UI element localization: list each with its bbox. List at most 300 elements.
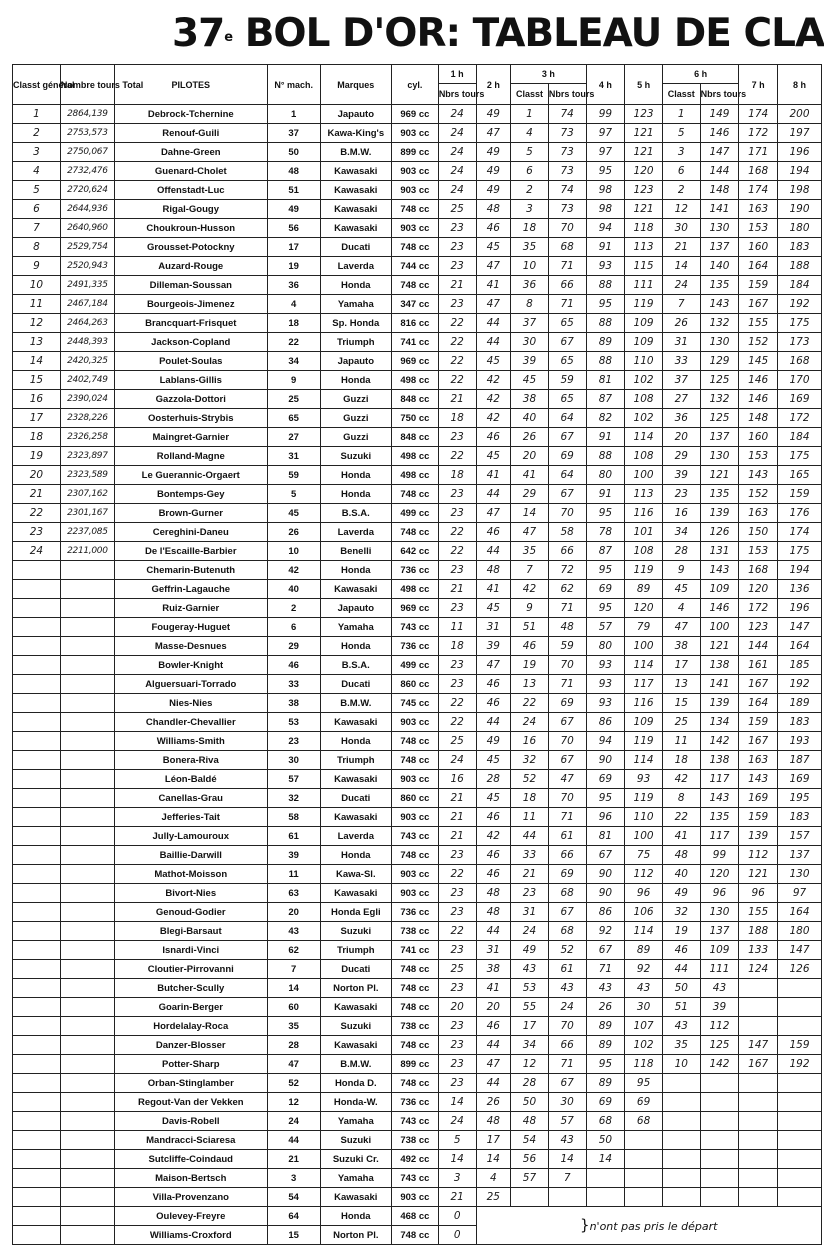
col-marques: Marques xyxy=(320,65,391,105)
h5-cell: 101 xyxy=(625,523,663,542)
h2-cell: 49 xyxy=(476,143,511,162)
h5-cell: 113 xyxy=(625,238,663,257)
h8-cell: 192 xyxy=(778,1055,822,1074)
classt-cell xyxy=(13,789,61,808)
pilotes-cell: Jefferies-Tait xyxy=(114,808,267,827)
cyl-cell: 498 cc xyxy=(391,580,438,599)
col-1h: 1 h xyxy=(438,65,476,84)
table-row xyxy=(13,751,822,770)
h2-cell: 42 xyxy=(476,827,511,846)
h2-cell: 46 xyxy=(476,865,511,884)
h8-cell: 200 xyxy=(778,105,822,124)
h3-tours-cell: 67 xyxy=(548,903,586,922)
h5-cell: 109 xyxy=(625,713,663,732)
pilotes-cell: Maingret-Garnier xyxy=(114,428,267,447)
mach-cell: 34 xyxy=(267,352,320,371)
h6-classt-cell: 6 xyxy=(662,162,700,181)
marque-cell: Yamaha xyxy=(320,1112,391,1131)
classt-cell: 1 xyxy=(13,105,61,124)
classt-cell: 10 xyxy=(13,276,61,295)
h5-cell: 112 xyxy=(625,865,663,884)
h6-tours-cell: 130 xyxy=(700,219,739,238)
h6-classt-cell: 51 xyxy=(662,998,700,1017)
classt-cell xyxy=(13,1017,61,1036)
mach-cell: 4 xyxy=(267,295,320,314)
h8-cell: 169 xyxy=(778,390,822,409)
marque-cell: B.S.A. xyxy=(320,504,391,523)
h6-tours-cell xyxy=(700,1131,739,1150)
tours-cell xyxy=(60,599,114,618)
h8-cell: 183 xyxy=(778,238,822,257)
h8-cell: 195 xyxy=(778,789,822,808)
h1-cell: 21 xyxy=(438,1188,476,1207)
cyl-cell: 899 cc xyxy=(391,143,438,162)
pilotes-cell: Bivort-Nies xyxy=(114,884,267,903)
h6-tours-cell: 141 xyxy=(700,675,739,694)
mach-cell: 25 xyxy=(267,390,320,409)
h7-cell: 163 xyxy=(739,751,778,770)
h3-tours-cell: 73 xyxy=(548,124,586,143)
h6-classt-cell: 1 xyxy=(662,105,700,124)
h4-cell: 89 xyxy=(586,1074,625,1093)
col-classt: Classt général xyxy=(13,65,61,105)
h6-classt-cell: 49 xyxy=(662,884,700,903)
h6-tours-cell: 146 xyxy=(700,124,739,143)
mach-cell: 36 xyxy=(267,276,320,295)
tours-cell: 2529,754 xyxy=(60,238,114,257)
h5-cell: 108 xyxy=(625,542,663,561)
tours-cell: 2491,335 xyxy=(60,276,114,295)
marque-cell: Ducati xyxy=(320,675,391,694)
pilotes-cell: Lablans-Gillis xyxy=(114,371,267,390)
h1-cell: 22 xyxy=(438,865,476,884)
mach-cell: 63 xyxy=(267,884,320,903)
h8-cell: 147 xyxy=(778,618,822,637)
h4-cell: 86 xyxy=(586,903,625,922)
cyl-cell: 903 cc xyxy=(391,808,438,827)
h1-cell: 22 xyxy=(438,371,476,390)
h6-tours-cell: 147 xyxy=(700,143,739,162)
pilotes-cell: Mathot-Moisson xyxy=(114,865,267,884)
h6-classt-cell: 37 xyxy=(662,371,700,390)
classt-cell: 17 xyxy=(13,409,61,428)
col-7h: 7 h xyxy=(739,65,778,105)
tours-cell: 2390,024 xyxy=(60,390,114,409)
h2-cell: 31 xyxy=(476,618,511,637)
cyl-cell: 903 cc xyxy=(391,181,438,200)
pilotes-cell: Cloutier-Pirrovanni xyxy=(114,960,267,979)
mach-cell: 39 xyxy=(267,846,320,865)
h8-cell: 188 xyxy=(778,257,822,276)
classt-cell xyxy=(13,1074,61,1093)
marque-cell: Guzzi xyxy=(320,390,391,409)
h4-cell: 97 xyxy=(586,143,625,162)
h5-cell: 79 xyxy=(625,618,663,637)
pilotes-cell: Genoud-Godier xyxy=(114,903,267,922)
pilotes-cell: Fougeray-Huguet xyxy=(114,618,267,637)
h8-cell: 130 xyxy=(778,865,822,884)
h1-cell: 25 xyxy=(438,200,476,219)
h4-cell: 95 xyxy=(586,295,625,314)
mach-cell: 38 xyxy=(267,694,320,713)
h8-cell: 175 xyxy=(778,542,822,561)
h3-classt-cell: 33 xyxy=(511,846,549,865)
h7-cell: 112 xyxy=(739,846,778,865)
h5-cell: 116 xyxy=(625,504,663,523)
classt-cell xyxy=(13,713,61,732)
h6-tours-cell: 43 xyxy=(700,979,739,998)
h3-classt-cell: 9 xyxy=(511,599,549,618)
h3-tours-cell: 70 xyxy=(548,219,586,238)
col-2h: 2 h xyxy=(476,65,511,105)
h7-cell: 146 xyxy=(739,390,778,409)
mach-cell: 12 xyxy=(267,1093,320,1112)
h7-cell: 167 xyxy=(739,732,778,751)
h7-cell: 145 xyxy=(739,352,778,371)
h3-classt-cell: 8 xyxy=(511,295,549,314)
classt-cell: 11 xyxy=(13,295,61,314)
h5-cell: 117 xyxy=(625,675,663,694)
marque-cell: Kawasaki xyxy=(320,884,391,903)
cyl-cell: 736 cc xyxy=(391,561,438,580)
table-row xyxy=(13,922,822,941)
h3-tours-cell: 30 xyxy=(548,1093,586,1112)
h7-cell: 146 xyxy=(739,371,778,390)
h2-cell: 41 xyxy=(476,466,511,485)
tours-cell xyxy=(60,751,114,770)
classt-cell xyxy=(13,922,61,941)
h3-tours-cell: 48 xyxy=(548,618,586,637)
h1-cell: 23 xyxy=(438,238,476,257)
classt-cell xyxy=(13,960,61,979)
classt-cell xyxy=(13,808,61,827)
cyl-cell: 903 cc xyxy=(391,884,438,903)
h6-classt-cell: 29 xyxy=(662,447,700,466)
h3-classt-cell: 23 xyxy=(511,884,549,903)
h3-tours-cell: 59 xyxy=(548,371,586,390)
tours-cell: 2640,960 xyxy=(60,219,114,238)
h6-classt-cell: 41 xyxy=(662,827,700,846)
h6-classt-cell: 39 xyxy=(662,466,700,485)
tours-cell xyxy=(60,979,114,998)
marque-cell: Suzuki xyxy=(320,1017,391,1036)
h6-classt-cell: 10 xyxy=(662,1055,700,1074)
h3-tours-cell: 66 xyxy=(548,276,586,295)
h6-tours-cell: 132 xyxy=(700,390,739,409)
pilotes-cell: De l'Escaille-Barbier xyxy=(114,542,267,561)
h3-tours-cell: 74 xyxy=(548,105,586,124)
mach-cell: 45 xyxy=(267,504,320,523)
h3-classt-cell: 11 xyxy=(511,808,549,827)
pilotes-cell: Bowler-Knight xyxy=(114,656,267,675)
h4-cell: 88 xyxy=(586,276,625,295)
h1-cell: 18 xyxy=(438,409,476,428)
h2-cell: 39 xyxy=(476,637,511,656)
h8-cell: 184 xyxy=(778,276,822,295)
cyl-cell: 748 cc xyxy=(391,751,438,770)
table-row xyxy=(13,789,822,808)
h1-cell: 5 xyxy=(438,1131,476,1150)
h6-classt-cell xyxy=(662,1074,700,1093)
pilotes-cell: Canellas-Grau xyxy=(114,789,267,808)
h1-cell: 20 xyxy=(438,998,476,1017)
h3-tours-cell: 43 xyxy=(548,1131,586,1150)
cyl-cell: 860 cc xyxy=(391,789,438,808)
h8-cell: 126 xyxy=(778,960,822,979)
mach-cell: 40 xyxy=(267,580,320,599)
h6-tours-cell xyxy=(700,1093,739,1112)
h2-cell: 44 xyxy=(476,542,511,561)
marque-cell: Yamaha xyxy=(320,1169,391,1188)
tours-cell xyxy=(60,580,114,599)
col-6h: 6 h xyxy=(662,65,738,84)
table-row xyxy=(13,162,822,181)
h3-tours-cell: 65 xyxy=(548,390,586,409)
mach-cell: 52 xyxy=(267,1074,320,1093)
h1-cell: 23 xyxy=(438,1074,476,1093)
h1-cell: 22 xyxy=(438,447,476,466)
cyl-cell: 498 cc xyxy=(391,466,438,485)
h7-cell: 159 xyxy=(739,713,778,732)
cyl-cell: 498 cc xyxy=(391,447,438,466)
h2-cell: 44 xyxy=(476,333,511,352)
h7-cell: 164 xyxy=(739,694,778,713)
h6-classt-cell: 11 xyxy=(662,732,700,751)
table-row xyxy=(13,409,822,428)
classt-cell xyxy=(13,1150,61,1169)
h7-cell xyxy=(739,1150,778,1169)
h6-tours-cell: 130 xyxy=(700,333,739,352)
h3-tours-cell: 68 xyxy=(548,238,586,257)
table-row xyxy=(13,200,822,219)
h8-cell: 196 xyxy=(778,599,822,618)
h4-cell: 90 xyxy=(586,751,625,770)
table-row xyxy=(13,314,822,333)
h4-cell: 87 xyxy=(586,390,625,409)
h1-cell: 18 xyxy=(438,637,476,656)
h3-tours-cell: 71 xyxy=(548,808,586,827)
marque-cell: Kawasaki xyxy=(320,181,391,200)
h5-cell: 120 xyxy=(625,599,663,618)
h5-cell: 115 xyxy=(625,257,663,276)
h6-tours-cell: 111 xyxy=(700,960,739,979)
h7-cell: 172 xyxy=(739,599,778,618)
pilotes-cell: Maison-Bertsch xyxy=(114,1169,267,1188)
h5-cell: 100 xyxy=(625,827,663,846)
marque-cell: Kawasaki xyxy=(320,219,391,238)
h4-cell: 89 xyxy=(586,1017,625,1036)
h6-classt-cell: 32 xyxy=(662,903,700,922)
tours-cell xyxy=(60,1093,114,1112)
h8-cell: 180 xyxy=(778,922,822,941)
marque-cell: Benelli xyxy=(320,542,391,561)
classt-cell: 13 xyxy=(13,333,61,352)
h1-cell: 23 xyxy=(438,504,476,523)
cyl-cell: 750 cc xyxy=(391,409,438,428)
h6-classt-cell: 20 xyxy=(662,428,700,447)
h8-cell: 165 xyxy=(778,466,822,485)
h2-cell: 46 xyxy=(476,219,511,238)
table-row xyxy=(13,580,822,599)
h4-cell: 88 xyxy=(586,352,625,371)
h2-cell: 48 xyxy=(476,884,511,903)
tours-cell xyxy=(60,1169,114,1188)
h3-tours-cell: 59 xyxy=(548,637,586,656)
classt-cell xyxy=(13,1055,61,1074)
h2-cell: 46 xyxy=(476,428,511,447)
h3-classt-cell: 16 xyxy=(511,732,549,751)
h6-classt-cell: 4 xyxy=(662,599,700,618)
pilotes-cell: Le Gueranniс-Orgaert xyxy=(114,466,267,485)
h7-cell xyxy=(739,1093,778,1112)
h5-cell: 120 xyxy=(625,162,663,181)
table-row xyxy=(13,1074,822,1093)
marque-cell: Ducati xyxy=(320,238,391,257)
h7-cell xyxy=(739,1188,778,1207)
classt-cell: 3 xyxy=(13,143,61,162)
h7-cell: 167 xyxy=(739,295,778,314)
h6-classt-cell: 24 xyxy=(662,276,700,295)
table-row xyxy=(13,295,822,314)
cyl-cell: 748 cc xyxy=(391,276,438,295)
mach-cell: 7 xyxy=(267,960,320,979)
pilotes-cell: Grousset-Potockny xyxy=(114,238,267,257)
h4-cell: 95 xyxy=(586,599,625,618)
table-row xyxy=(13,1017,822,1036)
table-row xyxy=(13,903,822,922)
h6-classt-cell: 40 xyxy=(662,865,700,884)
h3-tours-cell: 58 xyxy=(548,523,586,542)
classt-cell xyxy=(13,732,61,751)
h1-cell: 16 xyxy=(438,770,476,789)
h6-classt-cell: 50 xyxy=(662,979,700,998)
h1-cell: 23 xyxy=(438,257,476,276)
table-row xyxy=(13,1207,822,1226)
h6-classt-cell: 5 xyxy=(662,124,700,143)
h7-cell: 150 xyxy=(739,523,778,542)
h4-cell: 26 xyxy=(586,998,625,1017)
mach-cell: 44 xyxy=(267,1131,320,1150)
h1-cell: 22 xyxy=(438,352,476,371)
h2-cell: 44 xyxy=(476,1036,511,1055)
cyl-cell: 748 cc xyxy=(391,523,438,542)
h1-cell: 18 xyxy=(438,466,476,485)
cyl-cell: 499 cc xyxy=(391,656,438,675)
h1-cell: 21 xyxy=(438,827,476,846)
pilotes-cell: Guenard-Cholet xyxy=(114,162,267,181)
cyl-cell: 903 cc xyxy=(391,219,438,238)
classt-cell: 18 xyxy=(13,428,61,447)
h2-cell: 45 xyxy=(476,599,511,618)
h6-classt-cell: 47 xyxy=(662,618,700,637)
h3-classt-cell: 1 xyxy=(511,105,549,124)
h6-classt-cell: 45 xyxy=(662,580,700,599)
pilotes-cell: Potter-Sharp xyxy=(114,1055,267,1074)
h4-cell: 91 xyxy=(586,428,625,447)
mach-cell: 61 xyxy=(267,827,320,846)
h2-cell: 48 xyxy=(476,561,511,580)
tours-cell xyxy=(60,960,114,979)
h7-cell: 124 xyxy=(739,960,778,979)
classt-cell xyxy=(13,618,61,637)
col-tours: Nombre tours Total xyxy=(60,65,114,105)
h1-cell: 23 xyxy=(438,884,476,903)
h8-cell: 198 xyxy=(778,181,822,200)
h3-classt-cell: 55 xyxy=(511,998,549,1017)
marque-cell: Honda xyxy=(320,637,391,656)
h3-tours-cell: 71 xyxy=(548,675,586,694)
h7-cell: 153 xyxy=(739,542,778,561)
mach-cell: 19 xyxy=(267,257,320,276)
mach-cell: 27 xyxy=(267,428,320,447)
table-row xyxy=(13,333,822,352)
h6-classt-cell: 26 xyxy=(662,314,700,333)
classt-cell xyxy=(13,846,61,865)
h7-cell xyxy=(739,1074,778,1093)
h7-cell: 160 xyxy=(739,238,778,257)
h3-classt-cell: 3 xyxy=(511,200,549,219)
h4-cell: 91 xyxy=(586,238,625,257)
h1-cell: 23 xyxy=(438,561,476,580)
tours-cell xyxy=(60,865,114,884)
tours-cell: 2326,258 xyxy=(60,428,114,447)
h4-cell: 90 xyxy=(586,884,625,903)
classt-cell: 6 xyxy=(13,200,61,219)
table-row xyxy=(13,599,822,618)
marque-cell: Suzuki xyxy=(320,922,391,941)
h6-tours-cell: 129 xyxy=(700,352,739,371)
h7-cell xyxy=(739,1112,778,1131)
col-1h-nbrs: Nbrs tours xyxy=(438,84,476,105)
cyl-cell: 748 cc xyxy=(391,960,438,979)
h3-classt-cell: 21 xyxy=(511,865,549,884)
h8-cell: 137 xyxy=(778,846,822,865)
h6-classt-cell: 8 xyxy=(662,789,700,808)
h7-cell: 168 xyxy=(739,561,778,580)
h1-cell: 23 xyxy=(438,1055,476,1074)
h1-cell: 22 xyxy=(438,314,476,333)
h2-cell: 38 xyxy=(476,960,511,979)
table-row xyxy=(13,884,822,903)
classt-cell: 23 xyxy=(13,523,61,542)
pilotes-cell: Danzer-Blosser xyxy=(114,1036,267,1055)
h1-cell: 14 xyxy=(438,1093,476,1112)
h7-cell: 171 xyxy=(739,143,778,162)
tours-cell xyxy=(60,1036,114,1055)
h6-classt-cell xyxy=(662,1093,700,1112)
h7-cell: 152 xyxy=(739,333,778,352)
h3-tours-cell: 64 xyxy=(548,409,586,428)
h6-classt-cell: 2 xyxy=(662,181,700,200)
h7-cell: 188 xyxy=(739,922,778,941)
h3-tours-cell: 69 xyxy=(548,865,586,884)
mach-cell: 14 xyxy=(267,979,320,998)
table-row xyxy=(13,1150,822,1169)
h4-cell: 95 xyxy=(586,1055,625,1074)
h6-tours-cell: 139 xyxy=(700,694,739,713)
classt-cell xyxy=(13,1131,61,1150)
h1-cell: 25 xyxy=(438,960,476,979)
h6-tours-cell: 39 xyxy=(700,998,739,1017)
cyl-cell: 969 cc xyxy=(391,105,438,124)
h3-tours-cell: 7 xyxy=(548,1169,586,1188)
h3-tours-cell: 62 xyxy=(548,580,586,599)
h5-cell: 119 xyxy=(625,732,663,751)
cyl-cell: 492 cc xyxy=(391,1150,438,1169)
classt-cell: 4 xyxy=(13,162,61,181)
h1-cell: 23 xyxy=(438,903,476,922)
classt-cell xyxy=(13,751,61,770)
